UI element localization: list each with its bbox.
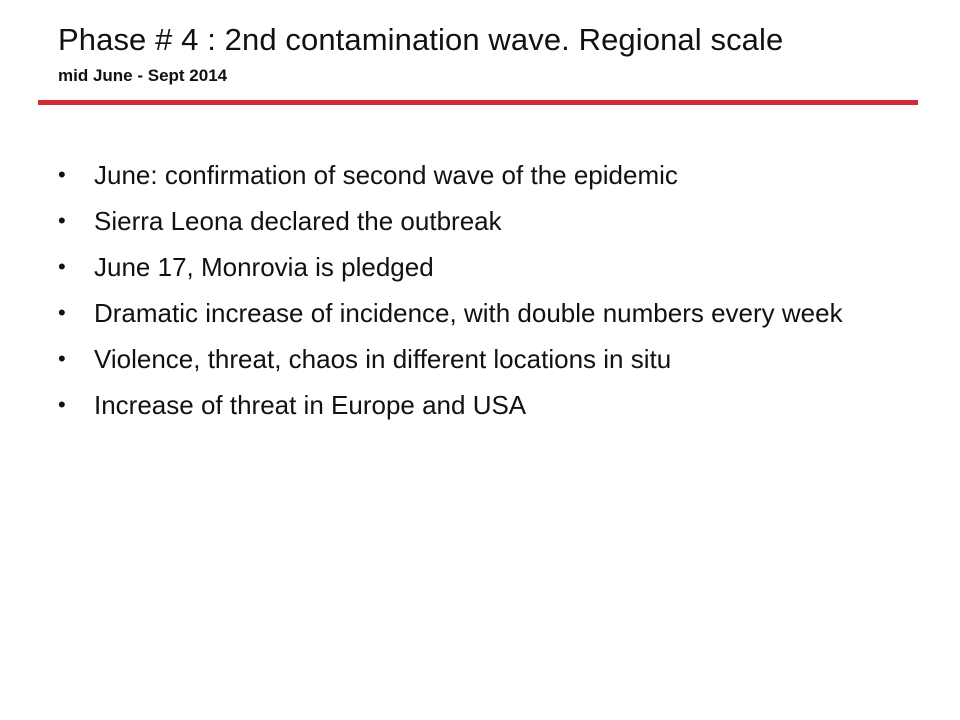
bullet-text: Violence, threat, chaos in different locations in situ xyxy=(94,344,672,374)
bullet-icon: • xyxy=(58,392,66,417)
slide-title: Phase # 4 : 2nd contamination wave. Regional scale xyxy=(58,22,784,57)
bullet-item xyxy=(58,156,898,194)
bullet-text: Increase of threat in Europe and USA xyxy=(94,390,527,420)
bullet-icon: • xyxy=(58,254,66,279)
bullet-item xyxy=(58,340,898,378)
bullet-icon: • xyxy=(58,346,66,371)
bullet-text: Sierra Leona declared the outbreak xyxy=(94,206,502,236)
title-divider xyxy=(38,100,918,105)
bullet-item xyxy=(58,202,898,240)
bullet-icon: • xyxy=(58,208,66,233)
bullet-icon: • xyxy=(58,162,66,187)
bullet-item xyxy=(58,248,898,286)
bullet-list xyxy=(58,156,898,432)
bullet-item xyxy=(58,386,898,424)
slide-subtitle: mid June - Sept 2014 xyxy=(58,66,228,85)
bullet-icon: • xyxy=(58,300,66,325)
bullet-text: June 17, Monrovia is pledged xyxy=(94,252,434,282)
bullet-text: June: confirmation of second wave of the epidemic xyxy=(94,160,678,190)
bullet-item xyxy=(58,294,898,332)
bullet-text: Dramatic increase of incidence, with double numbers every week xyxy=(94,298,843,328)
